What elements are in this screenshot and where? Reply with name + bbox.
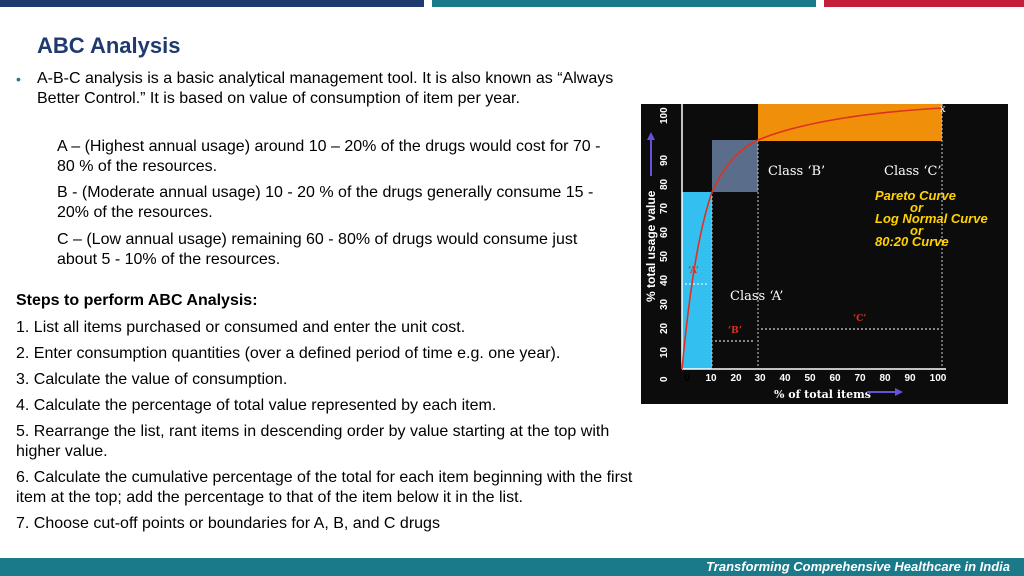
bullet-dot-icon: • (16, 71, 21, 87)
step-item: 6. Calculate the cumulative percentage of the total for each item beginning with the first item at the top; add the percentage to that of the item below it in the list. (16, 469, 633, 506)
footer-tagline: Transforming Comprehensive Healthcare in India (706, 559, 1010, 574)
class-a-label: Class ‘A’ (730, 289, 784, 304)
x-tick-label: 50 (804, 373, 816, 384)
top-bar-teal (432, 0, 816, 7)
y-tick-label: 50 (659, 250, 670, 262)
y-axis-title: % total usage value (644, 190, 658, 302)
y-tick-label: 70 (659, 202, 670, 214)
footer-bar (0, 558, 1024, 576)
curve-text-line: or (910, 200, 923, 215)
abc-chart-svg (641, 104, 1008, 404)
step-item: 4. Calculate the percentage of total value represented by each item. (16, 397, 497, 414)
x-tick-label: 90 (904, 373, 916, 384)
y-tick-label: 0 (659, 376, 670, 382)
top-bar-navy (0, 0, 424, 7)
x-tick-label: 80 (879, 373, 891, 384)
x-tick-label: 100 (929, 373, 947, 384)
y-tick-label: 30 (659, 298, 670, 310)
x-tick-label: 70 (854, 373, 866, 384)
y-tick-label: 20 (659, 322, 670, 334)
step-item: 1. List all items purchased or consumed and enter the unit cost. (16, 319, 466, 336)
y-tick-label: 90 (659, 154, 670, 166)
curve-text-line: Log Normal Curve (875, 211, 988, 226)
class-b-block (712, 140, 758, 192)
step-item: 7. Choose cut-off points or boundaries for A, B, and C drugs (16, 515, 440, 532)
top-bar-red (824, 0, 1024, 7)
steps-list (16, 318, 636, 540)
intro-text: A-B-C analysis is a basic analytical management tool. It is also known as “Always Better Control.” It is based on value of consumption of item per year. (37, 70, 614, 107)
class-c-description: C – (Low annual usage) remaining 60 - 80% of drugs would consume just about 5 - 10% of the resources. (57, 231, 578, 268)
y-tick-label: 10 (659, 346, 670, 358)
curve-end-mark: x (940, 104, 946, 115)
y-tick-label: 60 (659, 226, 670, 238)
x-axis-title: % of total items (774, 388, 871, 401)
tag-b: ‘B’ (728, 326, 742, 336)
curve-text-line: Pareto Curve (875, 188, 956, 203)
x-tick-label: 10 (705, 373, 717, 384)
x-tick-label: 20 (730, 373, 742, 384)
x-tick-label: 30 (754, 373, 766, 384)
class-a-block (682, 192, 712, 369)
abc-pareto-chart (641, 104, 1008, 404)
y-tick-label: 80 (659, 178, 670, 190)
tag-a: ‘A’ (688, 266, 699, 276)
x-tick-label: 40 (779, 373, 791, 384)
class-a-description: A – (Highest annual usage) around 10 – 20% of the drugs would cost for 70 - 80 % of the resources. (57, 138, 601, 175)
y-tick-label: 40 (659, 274, 670, 286)
y-axis-arrowhead-icon (647, 132, 655, 140)
curve-text-line: 80:20 Curve (875, 234, 949, 249)
y-tick-label: 100 (659, 107, 670, 124)
intro-paragraph (16, 69, 616, 109)
steps-heading: Steps to perform ABC Analysis: (16, 292, 258, 309)
class-b-description: B - (Moderate annual usage) 10 - 20 % of the drugs generally consume 15 - 20% of the resources. (57, 184, 594, 221)
x-axis-arrowhead-icon (895, 388, 903, 396)
curve-text-line: or (910, 223, 923, 238)
x-tick-label: 0 (684, 373, 690, 384)
class-b-label: Class ‘B’ (768, 164, 826, 179)
class-c-label: Class ‘C’ (884, 164, 942, 179)
x-tick-label: 60 (829, 373, 841, 384)
slide-title: ABC Analysis (37, 33, 181, 58)
step-item: 2. Enter consumption quantities (over a defined period of time e.g. one year). (16, 345, 561, 362)
step-item: 3. Calculate the value of consumption. (16, 371, 288, 388)
tag-c: ‘C’ (853, 314, 867, 324)
step-item: 5. Rearrange the list, rant items in descending order by value starting at the top with higher value. (16, 423, 610, 460)
